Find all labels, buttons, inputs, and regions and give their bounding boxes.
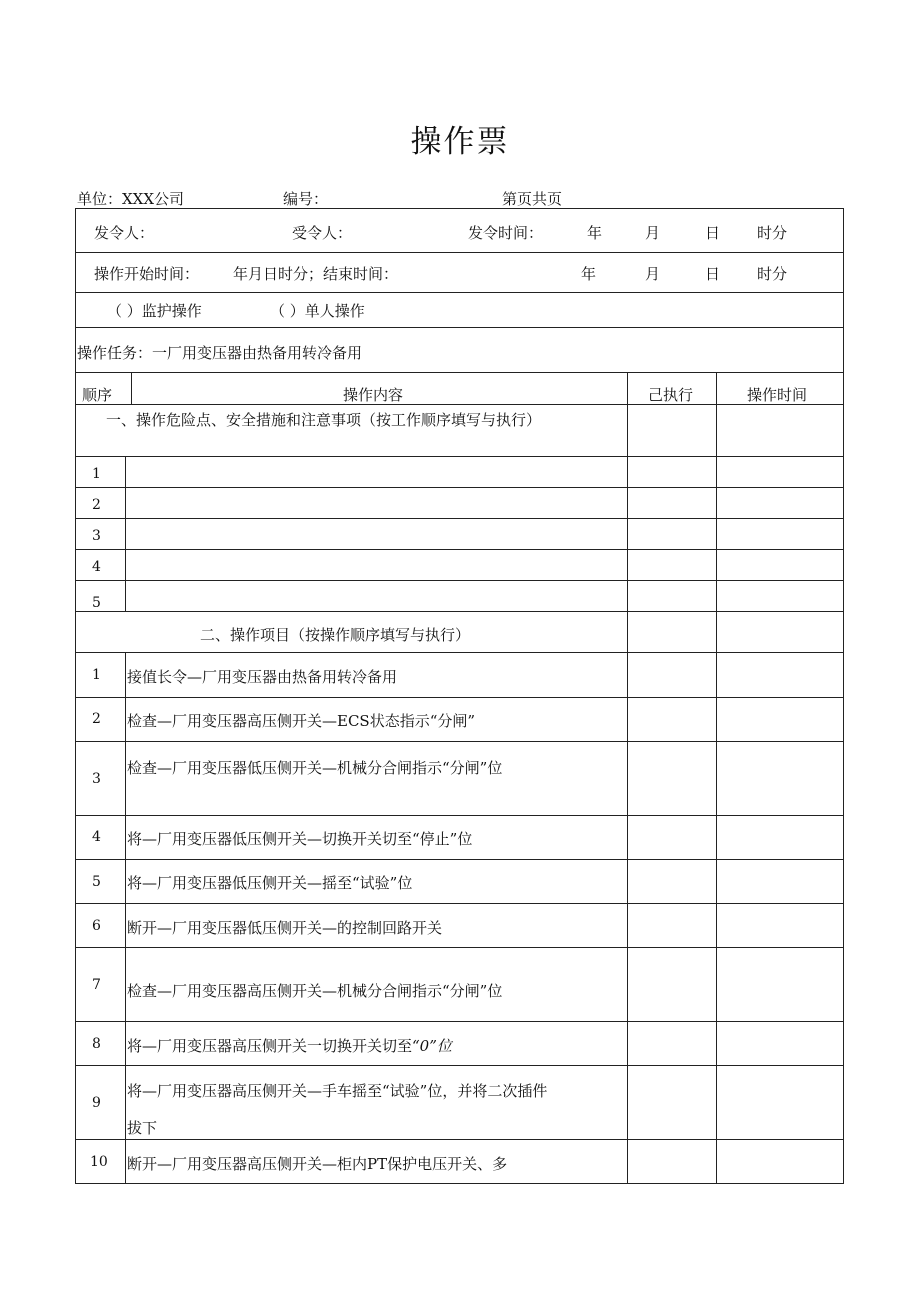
grid-line	[75, 652, 844, 653]
issue-year-label: 年	[587, 224, 603, 242]
grid-line	[75, 697, 844, 698]
grid-line	[75, 252, 844, 253]
section2-row-seq: 5	[92, 874, 101, 890]
end-year-label: 年	[581, 265, 597, 283]
section2-row-text: 检查—厂用变压器高压侧开关—ECS状态指示“分闸”	[127, 712, 476, 730]
section2-row-text: 将—厂用变压器低压侧开关—摇至“试验”位	[127, 874, 413, 892]
grid-line	[75, 815, 844, 816]
section2-title: 二、操作项目（按操作顺序填写与执行）	[200, 626, 471, 644]
grid-line	[75, 1139, 844, 1140]
issue-hour-minute-label: 时分	[757, 224, 788, 242]
grid-line	[75, 611, 844, 612]
section2-row-seq: 7	[92, 977, 101, 993]
page-count-label: 第页共页	[502, 190, 563, 208]
grid-line	[75, 859, 844, 860]
guardian-operation-checkbox[interactable]: （ ）监护操作	[107, 302, 202, 320]
section1-title: 一、操作危险点、安全措施和注意事项（按工作顺序填写与执行）	[106, 411, 542, 429]
grid-line	[627, 372, 628, 1184]
grid-line	[716, 372, 717, 1184]
grid-line	[75, 741, 844, 742]
section2-row-seq: 2	[92, 711, 101, 727]
section1-row-seq: 2	[92, 497, 101, 513]
grid-line	[75, 549, 844, 550]
section2-row-text: 检查—厂用变压器低压侧开关—机械分合闸指示“分闸”位	[127, 759, 503, 777]
section2-row-text-main: 将—厂用变压器高压侧开关一切换开关切至	[127, 1037, 413, 1055]
grid-line	[75, 327, 844, 328]
grid-line	[75, 580, 844, 581]
issuer-label: 发令人：	[94, 224, 155, 242]
grid-line	[75, 947, 844, 948]
section2-row-seq: 1	[92, 667, 101, 683]
unit-label: 单位：XXX公司	[77, 190, 185, 208]
grid-line	[75, 372, 844, 373]
section2-row-text: 将—厂用变压器高压侧开关—手车摇至“试验”位，并将二次插件	[127, 1082, 548, 1100]
grid-line	[125, 456, 126, 611]
grid-line	[75, 903, 844, 904]
column-header-seq: 顺序	[82, 386, 113, 404]
issue-day-label: 日	[705, 224, 721, 242]
page-title: 操作票	[410, 124, 510, 160]
number-label: 编号：	[283, 190, 329, 208]
end-day-label: 日	[705, 265, 721, 283]
operation-task: 操作任务：一厂用变压器由热备用转冷备用	[77, 344, 363, 362]
column-header-time: 操作时间	[747, 386, 808, 404]
issue-month-label: 月	[645, 224, 661, 242]
section2-row-seq: 4	[92, 829, 101, 845]
section1-row-seq: 4	[92, 559, 101, 575]
grid-line	[125, 652, 126, 1184]
section1-row-seq: 1	[92, 466, 101, 482]
column-header-done: 己执行	[648, 386, 694, 404]
grid-line	[75, 404, 844, 405]
start-end-time-label: 年月日时分；结束时间：	[233, 265, 399, 283]
section1-row-seq: 3	[92, 528, 101, 544]
grid-line	[131, 372, 132, 404]
grid-line	[75, 1065, 844, 1066]
section1-row-seq: 5	[92, 595, 101, 611]
grid-line	[75, 518, 844, 519]
issue-time-label: 发令时间：	[468, 224, 544, 242]
section2-row-text: 断开—厂用变压器低压侧开关—的控制回路开关	[127, 919, 443, 937]
grid-line	[75, 487, 844, 488]
section2-row-text-tail: “0”位	[412, 1037, 452, 1055]
section2-row-seq: 6	[92, 918, 101, 934]
start-time-label: 操作开始时间：	[94, 265, 200, 283]
end-month-label: 月	[645, 265, 661, 283]
section2-row-text: 检查—厂用变压器高压侧开关—机械分合闸指示“分闸”位	[127, 982, 503, 1000]
section2-row-seq: 10	[90, 1154, 108, 1170]
grid-line	[75, 1021, 844, 1022]
section2-row-seq: 8	[92, 1036, 101, 1052]
section2-row-text: 接值长令—厂用变压器由热备用转冷备用	[127, 668, 398, 686]
section2-row-seq: 3	[92, 771, 101, 787]
section2-row-text	[127, 1035, 452, 1056]
grid-line	[75, 456, 844, 457]
section2-row-seq: 9	[92, 1095, 101, 1111]
section2-row-text: 断开—厂用变压器高压侧开关—柜内PT保护电压开关、多	[127, 1155, 508, 1173]
grid-line	[75, 292, 844, 293]
column-header-content: 操作内容	[343, 386, 404, 404]
receiver-label: 受令人：	[292, 224, 353, 242]
section2-row-text-line2: 拔下	[127, 1119, 158, 1137]
section2-row-text: 将—厂用变压器低压侧开关—切换开关切至“停止”位	[127, 830, 473, 848]
single-operation-checkbox[interactable]: （ ）单人操作	[270, 302, 365, 320]
end-hour-minute-label: 时分	[757, 265, 788, 283]
